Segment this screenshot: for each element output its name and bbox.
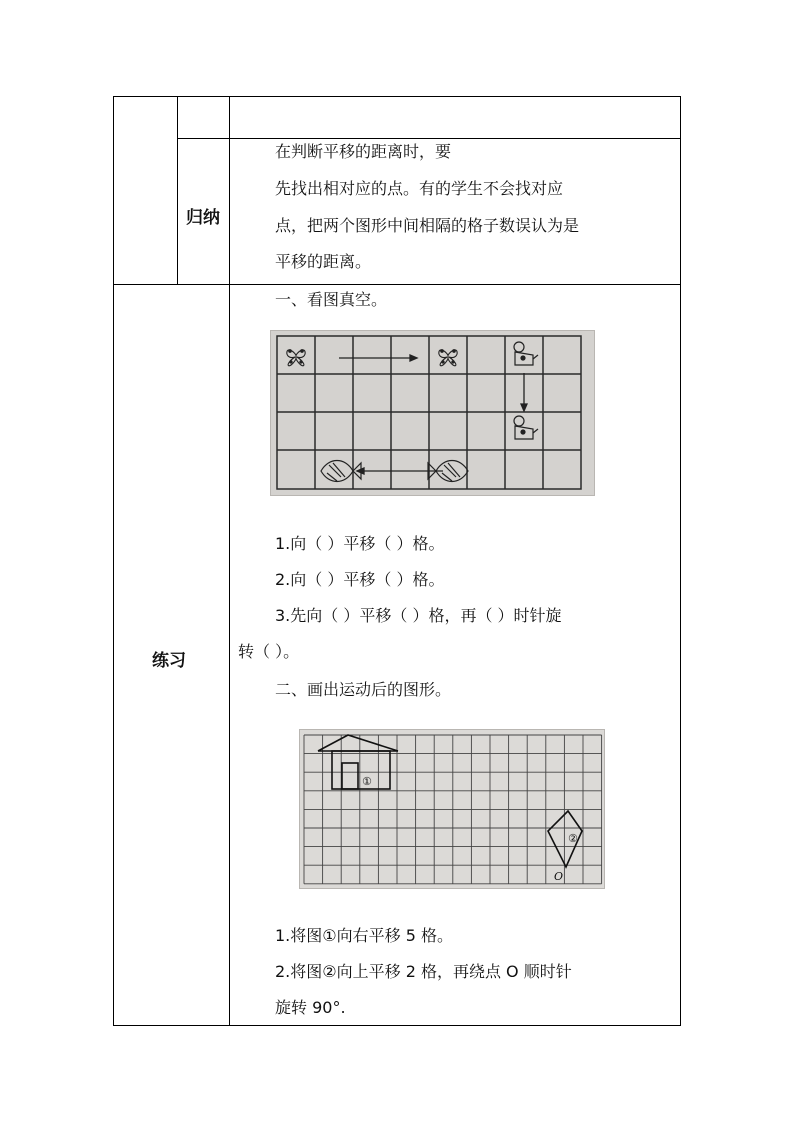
summary-line-1: 在判断平移的距离时，要 [275, 142, 452, 161]
summary-label: 归纳 [186, 208, 220, 228]
col-divider-main [229, 96, 230, 1026]
figure-1-svg [271, 331, 594, 495]
butterfly-icon [287, 350, 305, 366]
question-2: 2.向（ ）平移（ ）格。 [275, 570, 445, 589]
task-1: 1.将图①向右平移 5 格。 [275, 926, 453, 945]
table-top-border [113, 96, 681, 97]
table-left-border [113, 96, 114, 1026]
table-right-border [680, 96, 681, 1026]
summary-line-4: 平移的距离。 [275, 252, 372, 271]
section-1-title: 一、看图真空。 [275, 290, 388, 309]
summary-line-2: 先找出相对应的点。有的学生不会找对应 [275, 179, 564, 198]
figure-translation-grid [270, 330, 595, 496]
figure-label-1: ① [362, 775, 372, 788]
practice-label: 练习 [152, 651, 186, 671]
figure-label-2: ② [568, 832, 578, 845]
task-2-line-1: 2.将图②向上平移 2 格，再绕点 O 顺时针 [275, 962, 572, 981]
section-2-title: 二、画出运动后的图形。 [275, 680, 452, 699]
question-1: 1.向（ ）平移（ ）格。 [275, 534, 445, 553]
row-divider-inner [177, 138, 681, 139]
question-3-line-1: 3.先向（ ）平移（ ）格，再（ ）时针旋 [275, 606, 562, 625]
task-2-line-2: 旋转 90°. [275, 998, 346, 1017]
col-divider-inner [177, 96, 178, 285]
figure-2-svg [300, 730, 604, 888]
table-bottom-border [113, 1025, 681, 1026]
row-divider-main [113, 284, 681, 285]
point-o-label: O [554, 870, 564, 883]
summary-line-3: 点，把两个图形中间相隔的格子数误认为是 [275, 216, 580, 235]
house-shape [318, 735, 398, 789]
question-3-line-2: 转（ ）。 [238, 642, 300, 661]
figure-drawing-grid [299, 729, 605, 889]
